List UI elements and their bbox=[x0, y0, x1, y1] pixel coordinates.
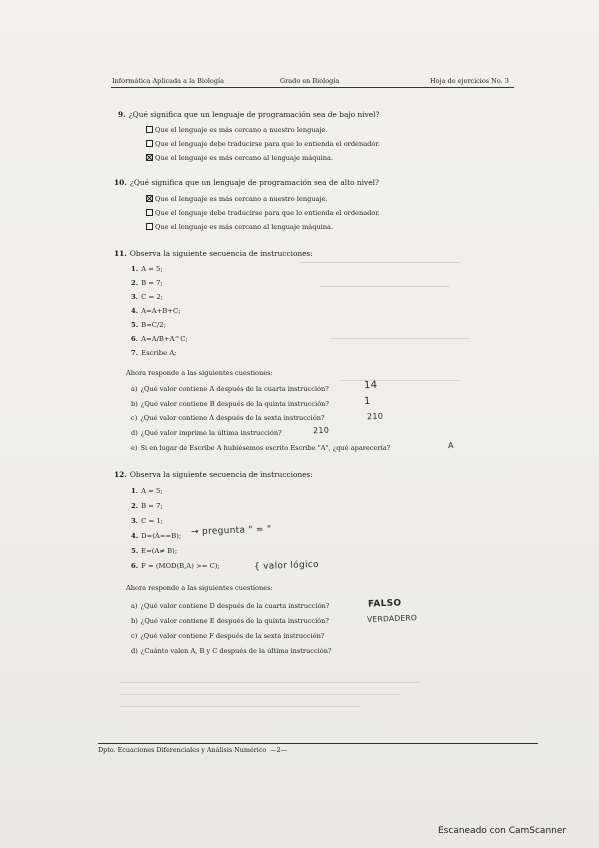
q11-instruction: 3. C = 2; bbox=[131, 293, 163, 301]
q11-subquestion-e: e) Si en lugar de Escribe A hubiésemos escrito Escribe "A", ¿qué aparecería? bbox=[131, 444, 391, 452]
q11-instruction: 1. A = 5; bbox=[131, 265, 163, 273]
q11-subquestion-c: c) ¿Qué valor contiene A después de la sexta instrucción? bbox=[131, 414, 325, 422]
footer-rule bbox=[98, 743, 538, 744]
header-degree: Grado en Biología bbox=[280, 77, 340, 85]
q12-subquestion-a: a) ¿Qué valor contiene D después de la cuarta instrucción? bbox=[131, 602, 330, 610]
question-text: Observa la siguiente secuencia de instrucciones: bbox=[129, 470, 313, 479]
header-sheet-number: Hoja de ejercicios No. 3 bbox=[430, 77, 509, 85]
handwritten-answer: 14 bbox=[363, 379, 378, 392]
bleed-through-mark bbox=[340, 380, 460, 381]
checkbox[interactable] bbox=[146, 126, 153, 133]
bleed-through-mark bbox=[320, 286, 450, 287]
checkbox-checked[interactable] bbox=[146, 195, 153, 202]
q12-subquestion-d: d) ¿Cuánto valen A, B y C después de la última instrucción? bbox=[131, 647, 332, 655]
question-text: ¿Qué significa que un lenguaje de programación sea de bajo nivel? bbox=[128, 110, 380, 119]
handwritten-answer: A bbox=[447, 440, 454, 451]
option-text: Que el lenguaje debe traducirse para que lo entienda el ordenador. bbox=[155, 209, 380, 217]
q9-option-1[interactable] bbox=[146, 126, 328, 134]
q12-instruction: 2. B = 7; bbox=[131, 502, 163, 510]
checkbox[interactable] bbox=[146, 209, 153, 216]
header-course: Informática Aplicada a la Biología bbox=[112, 77, 224, 85]
q10-option-2[interactable] bbox=[146, 209, 380, 217]
q11-subquestion-b: b) ¿Qué valor contiene B después de la quinta instrucción? bbox=[131, 400, 329, 408]
handwritten-note: { valor lógico bbox=[253, 559, 320, 573]
question-text: Observa la siguiente secuencia de instrucciones: bbox=[129, 249, 313, 258]
q11-instruction: 2. B = 7; bbox=[131, 279, 163, 287]
question-10 bbox=[114, 178, 379, 187]
q11-subquestion-a: a) ¿Qué valor contiene A después de la cuarta instrucción? bbox=[131, 385, 329, 393]
question-9 bbox=[118, 110, 379, 119]
question-11 bbox=[114, 249, 313, 258]
q11-instruction: 7. Escribe A; bbox=[131, 349, 177, 357]
handwritten-answer: 1 bbox=[363, 395, 371, 408]
page-footer bbox=[98, 746, 287, 754]
handwritten-answer: FALSO bbox=[367, 598, 402, 610]
handwritten-note: → pregunta " = " bbox=[190, 524, 272, 538]
option-text: Que el lenguaje es más cercano al lenguaje máquina. bbox=[155, 223, 334, 231]
q12-instruction: 4. D=(A==B); bbox=[131, 532, 182, 540]
checkbox[interactable] bbox=[146, 223, 153, 230]
option-text: Que el lenguaje es más cercano al lenguaje máquina. bbox=[155, 154, 334, 162]
question-text: ¿Qué significa que un lenguaje de programación sea de alto nivel? bbox=[129, 178, 379, 187]
question-number: 10. bbox=[114, 178, 127, 187]
bleed-through-mark bbox=[120, 706, 360, 707]
q12-instruction: 5. E=(A≠ B); bbox=[131, 547, 178, 555]
bleed-through-mark bbox=[120, 694, 400, 695]
q12-instruction: 3. C = 1; bbox=[131, 517, 163, 525]
bleed-through-mark bbox=[120, 682, 420, 683]
q11-instruction: 5. B=C/2; bbox=[131, 321, 166, 329]
q11-subquestion-d: d) ¿Qué valor imprime la última instrucción? bbox=[131, 429, 282, 437]
question-number: 12. bbox=[114, 470, 127, 479]
question-12 bbox=[114, 470, 313, 479]
handwritten-answer: VERDADERO bbox=[366, 613, 418, 624]
question-number: 11. bbox=[114, 249, 127, 258]
q11-lead: Ahora responde a las siguientes cuestiones: bbox=[126, 369, 273, 377]
option-text: Que el lenguaje es más cercano a nuestro lenguaje. bbox=[155, 126, 328, 134]
q12-subquestion-b: b) ¿Qué valor contiene E después de la quinta instrucción? bbox=[131, 617, 329, 625]
option-text: Que el lenguaje debe traducirse para que lo entienda el ordenador. bbox=[155, 140, 380, 148]
q10-option-3[interactable] bbox=[146, 223, 333, 231]
q9-option-3[interactable] bbox=[146, 154, 333, 162]
checkbox-checked[interactable] bbox=[146, 154, 153, 161]
checkbox[interactable] bbox=[146, 140, 153, 147]
scanner-watermark: Escaneado con CamScanner bbox=[438, 826, 567, 836]
q11-instruction: 6. A=A/B+A^C; bbox=[131, 335, 188, 343]
q9-option-2[interactable] bbox=[146, 140, 380, 148]
q12-instruction: 6. F = (MOD(B,A) >= C); bbox=[131, 562, 220, 570]
bleed-through-mark bbox=[300, 262, 460, 263]
q12-instruction: 1. A = 5; bbox=[131, 487, 163, 495]
q12-lead: Ahora responde a las siguientes cuestiones: bbox=[126, 584, 273, 592]
handwritten-answer: 210 bbox=[312, 425, 330, 436]
page-number: —2— bbox=[270, 746, 288, 754]
bleed-through-mark bbox=[330, 338, 470, 339]
q10-option-1[interactable] bbox=[146, 195, 328, 203]
question-number: 9. bbox=[118, 110, 126, 119]
q11-instruction: 4. A=A+B+C; bbox=[131, 307, 181, 315]
header-rule bbox=[111, 87, 514, 88]
footer-department: Dpto. Ecuaciones Diferenciales y Análisis Numérico bbox=[98, 746, 267, 754]
option-text: Que el lenguaje es más cercano a nuestro lenguaje. bbox=[155, 195, 328, 203]
q12-subquestion-c: c) ¿Qué valor contiene F después de la sexta instrucción? bbox=[131, 632, 325, 640]
handwritten-answer: 210 bbox=[366, 411, 384, 422]
